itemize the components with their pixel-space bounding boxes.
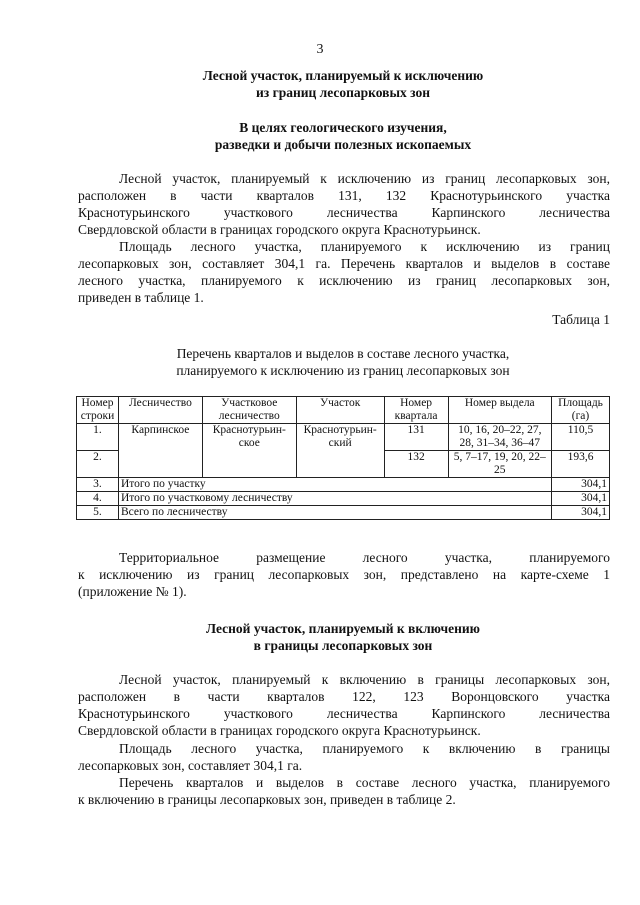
header-plot: Участок [296,397,384,424]
quarters-table [76,396,610,520]
section2-paragraph-1: Лесной участок, планируемый к включению в границы лесопарковых зон, расположен в части кварталов 122, 123 Воронцовского участка Краснотурьинского участкового лесничества Карпинского лесничества Свердловской области в границах городского округа Краснотурьинск. [78,672,610,738]
cell-allotment: 10, 16, 20–22, 27, 28, 31–34, 36–47 [448,424,552,451]
header-forestry: Лесничество [118,397,202,424]
row-number: 4. [77,492,119,506]
cell-district-forestry: Краснотурьин-ское [202,424,296,478]
table-total-row [77,478,610,492]
row-number: 3. [77,478,119,492]
header-quarter: Номер квартала [384,397,448,424]
table-total-row [77,492,610,506]
cell-area: 304,1 [552,506,610,520]
row-number: 2. [77,451,119,478]
table-row [77,424,610,451]
section1-paragraph-1: Лесной участок, планируемый к исключению из границ лесопарковых зон, расположен в части кварталов 131, 132 Краснотурьинского участка Краснотурьинского участкового лесничества Карпинского лесничества Свердловской области в границах городского округа Краснотурьинск. [78,171,610,237]
cell-allotment: 5, 7–17, 19, 20, 22–25 [448,451,552,478]
row-number: 1. [77,424,119,451]
header-allotment: Номер выдела [448,397,552,424]
table-caption: Перечень кварталов и выделов в составе лесного участка, планируемого к исключению из границ лесопарковых зон [176,346,510,378]
cell-area: 304,1 [552,478,610,492]
section2-paragraph-2: Площадь лесного участка, планируемого к включению в границы лесопарковых зон, составляет 304,1 га. [78,741,610,773]
cell-forestry: Карпинское [118,424,202,478]
cell-quarter: 131 [384,424,448,451]
header-area: Площадь (га) [552,397,610,424]
section1-subtitle: В целях геологического изучения, разведки и добычи полезных ископаемых [214,120,472,152]
table-label: Таблица 1 [552,312,610,327]
cell-quarter: 132 [384,451,448,478]
table-total-row [77,506,610,520]
cell-area: 110,5 [552,424,610,451]
cell-area: 193,6 [552,451,610,478]
section2-paragraph-3: Перечень кварталов и выделов в составе лесного участка, планируемого к включению в границы лесопарковых зон, приведен в таблице 2. [78,775,610,807]
section1-title: Лесной участок, планируемый к исключению из границ лесопарковых зон [202,68,484,100]
cell-total-label: Итого по участку [118,478,551,492]
section1-paragraph-2: Площадь лесного участка, планируемого к исключению из границ лесопарковых зон, составляет 304,1 га. Перечень кварталов и выделов в составе лесного участка, планируемого к исключению из границ лесопарковых зон, приведен в таблице 1. [78,239,610,305]
page-number: 3 [316,42,324,57]
table-header-row [77,397,610,424]
cell-total-label: Всего по лесничеству [118,506,551,520]
cell-area: 304,1 [552,492,610,506]
header-row-number: Номер строки [77,397,119,424]
cell-plot: Краснотурьин-ский [296,424,384,478]
row-number: 5. [77,506,119,520]
placement-paragraph: Территориальное размещение лесного участка, планируемого к исключению из границ лесопарковых зон, представлено на карте-схеме 1 (приложение № 1). [78,550,610,599]
cell-total-label: Итого по участковому лесничеству [118,492,551,506]
header-district-forestry: Участковое лесничество [202,397,296,424]
section2-title: Лесной участок, планируемый к включению в границы лесопарковых зон [206,621,480,653]
